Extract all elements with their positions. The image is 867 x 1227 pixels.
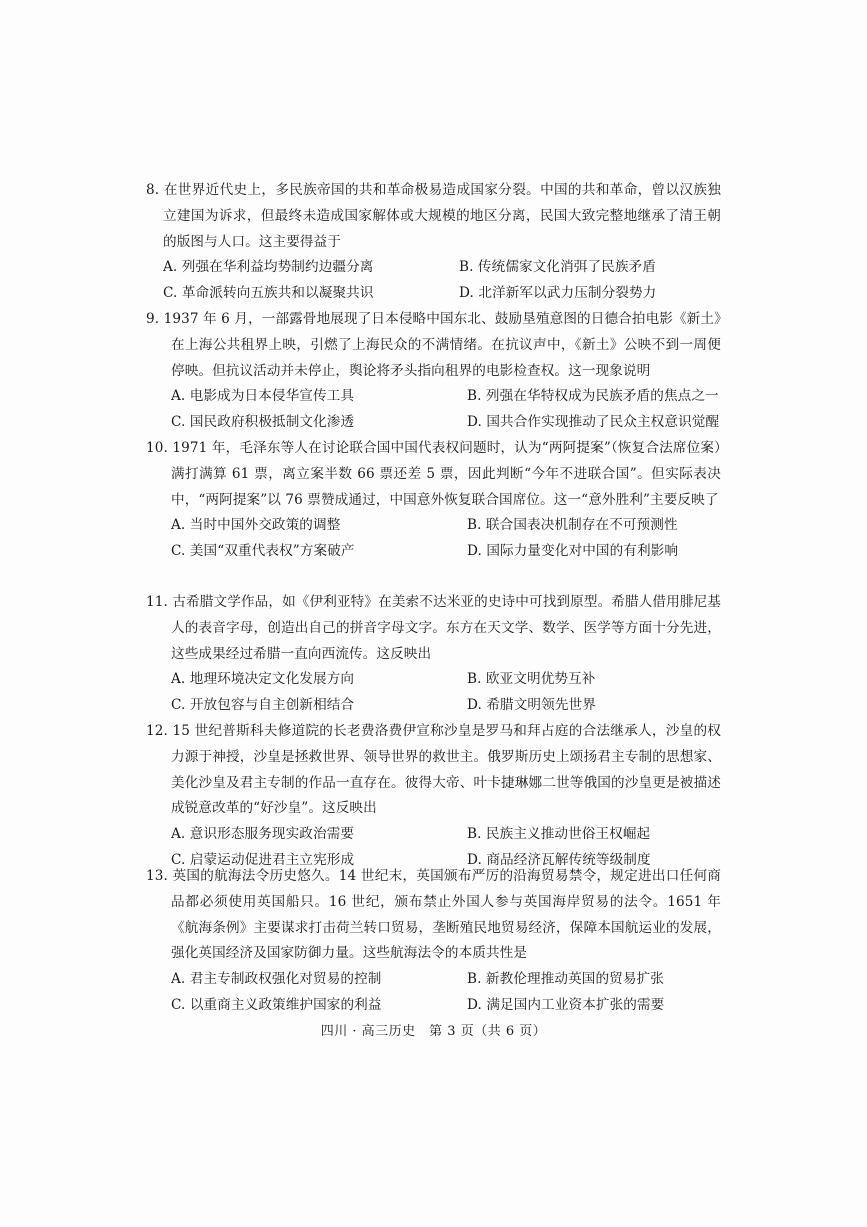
question-9 bbox=[146, 307, 721, 436]
option-d: D. 商品经济瓦解传统等级制度 bbox=[467, 851, 651, 868]
options bbox=[146, 384, 721, 436]
question-stem: 11. 古希腊文学作品，如《伊利亚特》在美索不达米亚的史诗中可找到原型。希腊人借用腓尼基人的表音字母，创造出自己的拼音字母文字。东方在天文学、数学、医学等方面十分先进，这些成果经过希腊一直向西流传。这反映出 bbox=[146, 594, 721, 662]
question-stem: 8. 在世界近代史上，多民族帝国的共和革命极易造成国家分裂。中国的共和革命，曾以汉族独立建国为诉求，但最终未造成国家解体或大规模的地区分离，民国大致完整地继承了清王朝的版图与人口。这主要得益于 bbox=[146, 182, 721, 250]
option-c: C. 以重商主义政策维护国家的利益 bbox=[171, 996, 382, 1013]
question-stem: 12. 15 世纪普斯科夫修道院的长老费洛费伊宣称沙皇是罗马和拜占庭的合法继承人，沙皇的权力源于神授，沙皇是拯救世界、领导世界的救世主。俄罗斯历史上颂扬君主专制的思想家、美化沙皇及君主专制的作品一直存在。彼得大帝、叶卡捷琳娜二世等俄国的沙皇更是被描述成锐意改革的“好沙皇”。这反映出 bbox=[146, 723, 721, 817]
question-13 bbox=[146, 864, 721, 1019]
question-12 bbox=[146, 719, 721, 874]
page-footer: 四川 · 高三历史 第 3 页（共 6 页） bbox=[320, 1024, 547, 1039]
question-stem: 10. 1971 年，毛泽东等人在讨论联合国中国代表权问题时，认为“两阿提案”（恢复合法席位案）满打满算 61 票，离立案半数 66 票还差 5 票，因此判断“今年不进联合国”。但实际表决中，“两阿提案”以 76 票赞成通过，中国意外恢复联合国席位。这一“意外胜利”主要反映了 bbox=[146, 440, 721, 508]
option-a: A. 电影成为日本侵华宣传工具 bbox=[171, 388, 355, 405]
option-d: D. 希腊文明领先世界 bbox=[467, 697, 596, 714]
question-8 bbox=[146, 178, 721, 307]
option-c: C. 革命派转向五族共和以凝聚共识 bbox=[163, 285, 374, 302]
option-b: B. 传统儒家文化消弭了民族矛盾 bbox=[459, 259, 656, 276]
option-b: B. 联合国表决机制存在不可预测性 bbox=[467, 517, 678, 534]
option-a: A. 意识形态服务现实政治需要 bbox=[171, 826, 355, 843]
option-c: C. 美国“双重代表权”方案破产 bbox=[171, 543, 355, 560]
option-a: A. 当时中国外交政策的调整 bbox=[171, 517, 341, 534]
option-a: A. 君主专制政权强化对贸易的控制 bbox=[171, 971, 382, 988]
question-stem: 13. 英国的航海法令历史悠久。14 世纪末，英国颁布严厉的沿海贸易禁令，规定进出口任何商品都必须使用英国船只。16 世纪，颁布禁止外国人参与英国海岸贸易的法令。1651 年《航海条例》主要谋求打击荷兰转口贸易，垄断殖民地贸易经济，保障本国航运业的发展，强化英国经济及国家防御力量。这些航海法令的本质共性是 bbox=[146, 868, 721, 962]
option-a: A. 列强在华利益均势制约边疆分离 bbox=[163, 259, 374, 276]
options bbox=[146, 967, 721, 1019]
options bbox=[146, 255, 721, 307]
option-a: A. 地理环境决定文化发展方向 bbox=[171, 671, 355, 688]
option-b: B. 民族主义推动世俗王权崛起 bbox=[467, 826, 651, 843]
question-10 bbox=[146, 436, 721, 565]
question-stem: 9. 1937 年 6 月，一部露骨地展现了日本侵略中国东北、鼓励垦殖意图的日德合拍电影《新土》在上海公共租界上映，引燃了上海民众的不满情绪。在抗议声中，《新土》公映不到一周便停映。但抗议活动并未停止，舆论将矛头指向租界的电影检查权。这一现象说明 bbox=[146, 311, 721, 379]
option-c: C. 开放包容与自主创新相结合 bbox=[171, 697, 355, 714]
option-d: D. 满足国内工业资本扩张的需要 bbox=[467, 996, 665, 1013]
option-d: D. 国际力量变化对中国的有利影响 bbox=[467, 543, 679, 560]
option-c: C. 国民政府积极抵制文化渗透 bbox=[171, 414, 355, 431]
question-11 bbox=[146, 590, 721, 719]
option-d: D. 北洋新军以武力压制分裂势力 bbox=[459, 285, 657, 302]
options bbox=[146, 667, 721, 719]
option-b: B. 欧亚文明优势互补 bbox=[467, 671, 596, 688]
option-d: D. 国共合作实现推动了民众主权意识觉醒 bbox=[467, 414, 720, 431]
option-b: B. 新教伦理推动英国的贸易扩张 bbox=[467, 971, 664, 988]
options bbox=[146, 513, 721, 565]
option-b: B. 列强在华特权成为民族矛盾的焦点之一 bbox=[467, 388, 719, 405]
option-c: C. 启蒙运动促进君主立宪形成 bbox=[171, 851, 355, 868]
